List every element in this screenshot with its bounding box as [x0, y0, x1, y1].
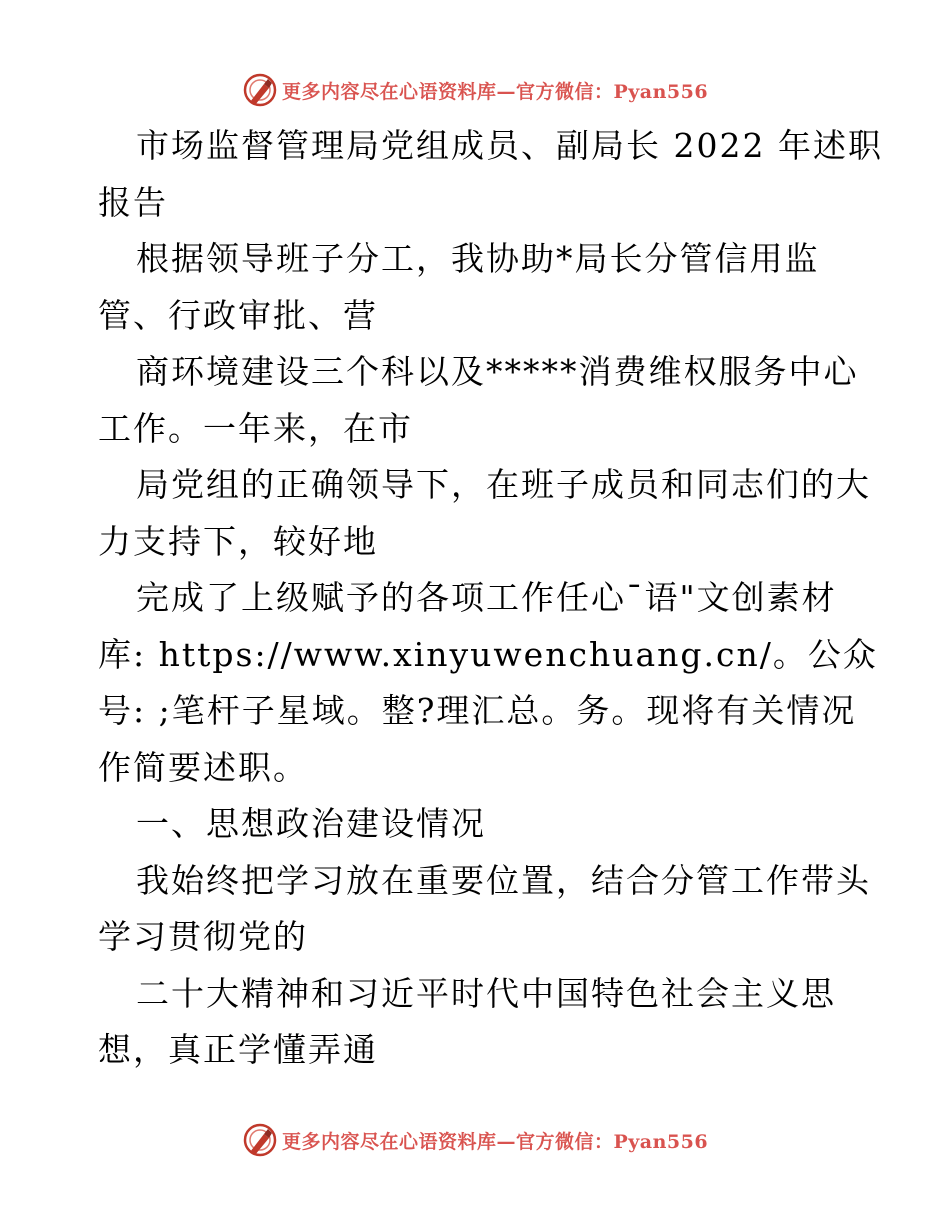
text-line: 作简要述职。: [98, 747, 308, 787]
watermark-text: 更多内容尽在心语资料库—官方微信：Pyan556: [281, 80, 709, 103]
text-line: 商环境建设三个科以及*****消费维权服务中心: [136, 352, 859, 391]
text-line: 想，真正学懂弄通: [98, 1030, 378, 1069]
text-line: 根据领导班子分工，我协助*局长分管信用监: [136, 239, 820, 278]
section-heading: 一、思想政治建设情况: [136, 804, 486, 843]
pen-seal-icon: [242, 72, 278, 108]
text-line: 管、行政审批、营: [98, 295, 378, 335]
text-line: 工作。一年来，在市: [98, 408, 413, 448]
text-line: 完成了上级赋予的各项工作任心¯语"文创素材: [136, 578, 837, 617]
text-line: 二十大精神和习近平时代中国特色社会主义思: [136, 973, 836, 1013]
header-watermark: [0, 70, 950, 110]
document-body: [98, 118, 883, 1079]
text-line: 我始终把学习放在重要位置，结合分管工作带头: [136, 860, 871, 900]
footer-watermark: [0, 1120, 950, 1160]
pen-seal-icon: [242, 1122, 278, 1158]
text-line: 号: ;笔杆子星域。整?理汇总。务。现将有关情况: [98, 691, 857, 730]
text-line: 市场监督管理局党组成员、副局长 2022 年述职: [136, 126, 883, 165]
text-line: 报告: [98, 182, 168, 222]
text-line: 学习贯彻党的: [98, 917, 308, 956]
text-line: 力支持下，较好地: [98, 521, 378, 561]
text-line: 局党组的正确领导下，在班子成员和同志们的大: [136, 465, 871, 504]
watermark-text: 更多内容尽在心语资料库—官方微信：Pyan556: [281, 1130, 709, 1153]
text-line: 库: https://www.xinyuwenchuang.cn/。公众: [98, 634, 878, 674]
